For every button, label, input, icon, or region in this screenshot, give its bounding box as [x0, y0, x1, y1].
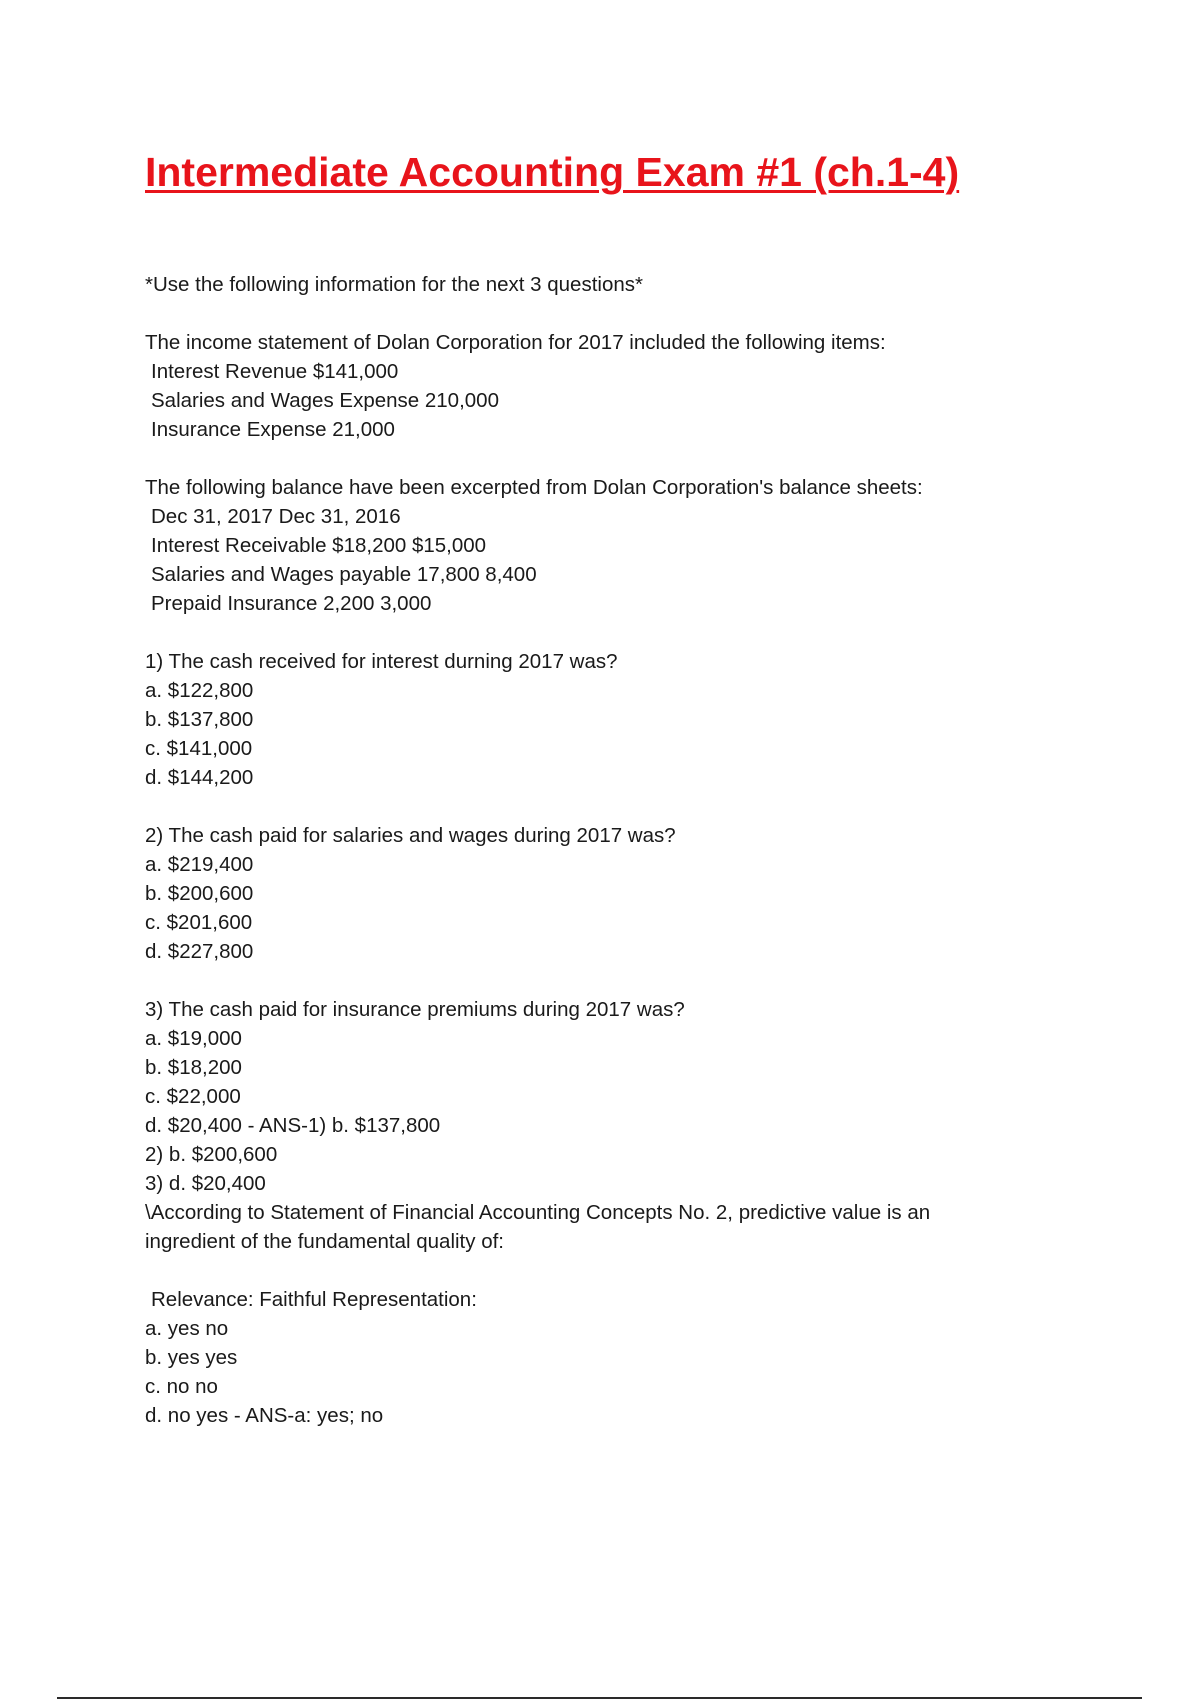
- answer-option: a. $19,000: [145, 1027, 242, 1050]
- answer-option: a. $122,800: [145, 679, 254, 702]
- answer-option: a. yes no: [145, 1317, 229, 1340]
- answer-option: d. $20,400 - ANS-1) b. $137,800: [145, 1114, 441, 1137]
- spacer: [145, 299, 1025, 328]
- balance-item: Prepaid Insurance 2,200 3,000: [151, 592, 432, 615]
- exam-content: [145, 270, 1025, 1430]
- income-statement-heading: The income statement of Dolan Corporation for 2017 included the following items:: [145, 331, 886, 354]
- question-text: 1) The cash received for interest durning 2017 was?: [145, 650, 618, 673]
- answer-option: b. $18,200: [145, 1056, 242, 1079]
- question-1: [145, 647, 1025, 792]
- intro-note: *Use the following information for the next 3 questions*: [145, 273, 643, 296]
- balance-sheet-section: [145, 473, 1025, 618]
- answer-option: c. no no: [145, 1375, 218, 1398]
- answer-option: b. $200,600: [145, 882, 254, 905]
- income-item: Interest Revenue $141,000: [151, 360, 399, 383]
- answer-key: 3) d. $20,400: [145, 1172, 266, 1195]
- answer-option: b. $137,800: [145, 708, 254, 731]
- answer-option: a. $219,400: [145, 853, 254, 876]
- question-3: [145, 995, 1025, 1198]
- page-bottom-divider: [57, 1697, 1142, 1699]
- income-item: Insurance Expense 21,000: [151, 418, 395, 441]
- answer-option: d. no yes - ANS-a: yes; no: [145, 1404, 384, 1427]
- balance-item: Interest Receivable $18,200 $15,000: [151, 534, 487, 557]
- answer-option: d. $227,800: [145, 940, 254, 963]
- question-2: [145, 821, 1025, 966]
- balance-sheet-heading: The following balance have been excerpted from Dolan Corporation's balance sheets:: [145, 476, 923, 499]
- page-title: Intermediate Accounting Exam #1 (ch.1-4): [145, 149, 960, 195]
- spacer: [145, 966, 1025, 995]
- question-text: \According to Statement of Financial Accounting Concepts No. 2, predictive value is an ingredient of the fundamental quality of:: [145, 1201, 931, 1253]
- answer-option: b. yes yes: [145, 1346, 238, 1369]
- income-item: Salaries and Wages Expense 210,000: [151, 389, 499, 412]
- spacer: [145, 444, 1025, 473]
- answer-option: c. $201,600: [145, 911, 253, 934]
- question-text: 3) The cash paid for insurance premiums during 2017 was?: [145, 998, 685, 1021]
- spacer: [145, 618, 1025, 647]
- question-columns: Relevance: Faithful Representation:: [151, 1288, 477, 1311]
- answer-option: c. $141,000: [145, 737, 253, 760]
- answer-key: 2) b. $200,600: [145, 1143, 278, 1166]
- spacer: [145, 792, 1025, 821]
- question-4: [145, 1198, 1025, 1430]
- answer-option: c. $22,000: [145, 1085, 241, 1108]
- income-statement-section: [145, 328, 1025, 444]
- balance-item: Salaries and Wages payable 17,800 8,400: [151, 563, 537, 586]
- question-text: 2) The cash paid for salaries and wages during 2017 was?: [145, 824, 676, 847]
- balance-item: Dec 31, 2017 Dec 31, 2016: [151, 505, 401, 528]
- spacer: [145, 1256, 1025, 1285]
- answer-option: d. $144,200: [145, 766, 254, 789]
